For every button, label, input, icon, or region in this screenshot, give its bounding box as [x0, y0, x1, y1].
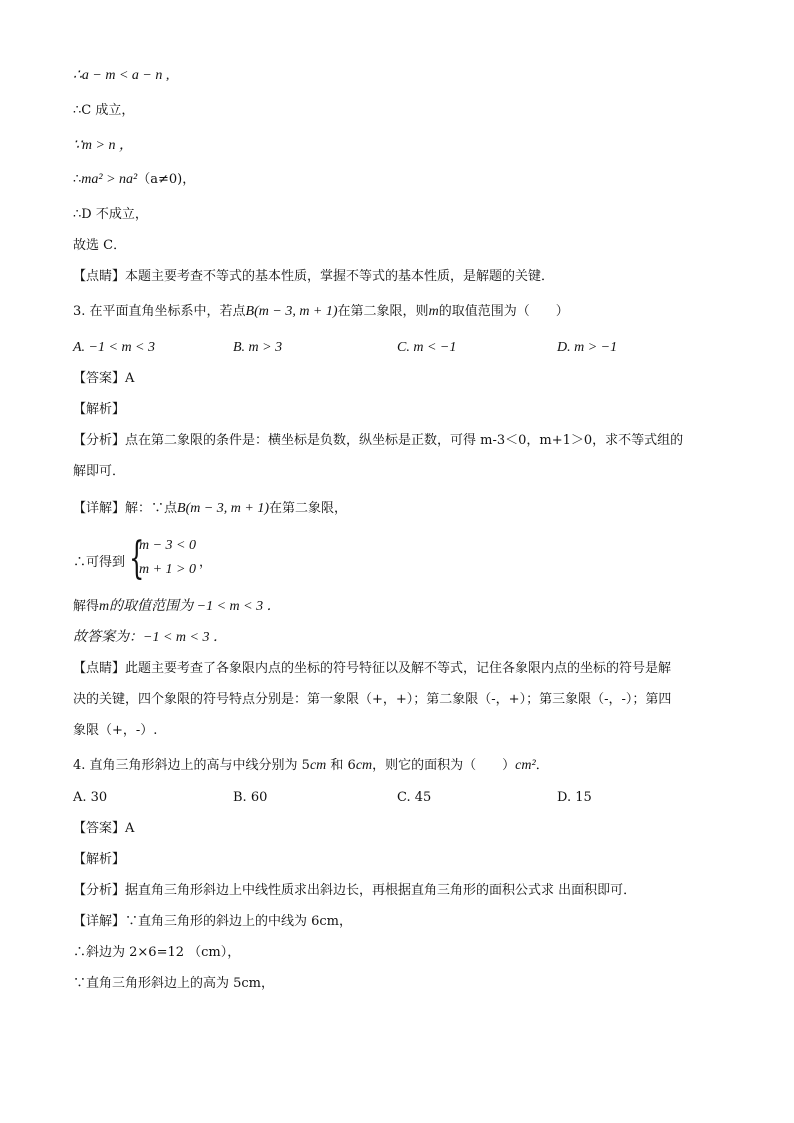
system-equation-2: m + 1 > 0 [139, 562, 197, 577]
q3-option-d: D. m > −1 [557, 340, 618, 355]
q3-detail-line: 【详解】解：∵点B(m − 3, m + 1)在第二象限， [73, 501, 348, 516]
left-brace: { [129, 533, 145, 584]
q4-option-d: D. 15 [557, 790, 592, 805]
step-line-1: ∴a − m < a − n , [73, 68, 170, 83]
step-line-6: 故选 C． [73, 238, 127, 253]
q3-option-a: A. −1 < m < 3 [73, 340, 156, 355]
system-tail: ， [199, 555, 213, 570]
q4-stem: 4. 直角三角形斜边上的高与中线分别为 5cm 和 6cm，则它的面积为（ ）cm²． [73, 758, 549, 773]
step-line-4: ∴ma² > na²（a≠0)， [73, 172, 196, 187]
q4-option-a: A. 30 [73, 790, 108, 805]
q3-answer: 【答案】A [73, 371, 135, 386]
comment-line: 【点睛】本题主要考查不等式的基本性质，掌握不等式的基本性质，是解题的关键． [73, 269, 555, 284]
system-equation-1: m − 3 < 0 [139, 538, 197, 553]
q4-detail-line-2: ∴斜边为 2×6=12 （cm）， [73, 945, 241, 960]
q4-fenxi-line: 【分析】据直角三角形斜边上中线性质求出斜边长，再根据直角三角形的面积公式求 出面积即可． [73, 883, 637, 898]
q3-fenxi-line-1: 【分析】点在第二象限的条件是：横坐标是负数，纵坐标是正数，可得 m-3＜0，m+1＞0，求不等式组的 [73, 433, 684, 448]
q3-final-answer: 故答案为：−1 < m < 3 ． [73, 630, 227, 645]
q3-dianjing-line-2: 决的关键，四个象限的符号特点分别是：第一象限（+，+）；第二象限（-，+）；第三象限（-，-）；第四 [73, 692, 672, 707]
q3-stem: 3. 在平面直角坐标系中，若点B(m − 3, m + 1)在第二象限，则m的取值范围为（ ） [73, 304, 569, 319]
q4-analysis-heading: 【解析】 [73, 852, 126, 867]
q3-dianjing-line-3: 象限（+，-）. [73, 723, 158, 738]
step-line-3: ∵m > n ， [73, 138, 133, 153]
q3-fenxi-line-2: 解即可． [73, 464, 126, 479]
q4-detail-line-3: ∵直角三角形斜边上的高为 5cm， [73, 976, 275, 991]
q4-option-c: C. 45 [397, 790, 432, 805]
q4-option-b: B. 60 [233, 790, 268, 805]
q3-solve-line: 解得m的取值范围为 −1 < m < 3 ． [73, 599, 281, 614]
q4-answer: 【答案】A [73, 821, 135, 836]
q4-detail-line-1: 【详解】∵直角三角形的斜边上的中线为 6cm， [73, 914, 353, 929]
system-label: ∴可得到 [73, 555, 126, 570]
step-line-5: ∴D 不成立， [73, 207, 148, 222]
q3-option-c: C. m < −1 [397, 340, 457, 355]
q3-option-b: B. m > 3 [233, 340, 283, 355]
step-line-2: ∴C 成立， [73, 103, 135, 118]
q3-analysis-heading: 【解析】 [73, 402, 126, 417]
q3-dianjing-line-1: 【点睛】此题主要考查了各象限内点的坐标的符号特征以及解不等式，记住各象限内点的坐标的符号是解 [73, 661, 672, 676]
